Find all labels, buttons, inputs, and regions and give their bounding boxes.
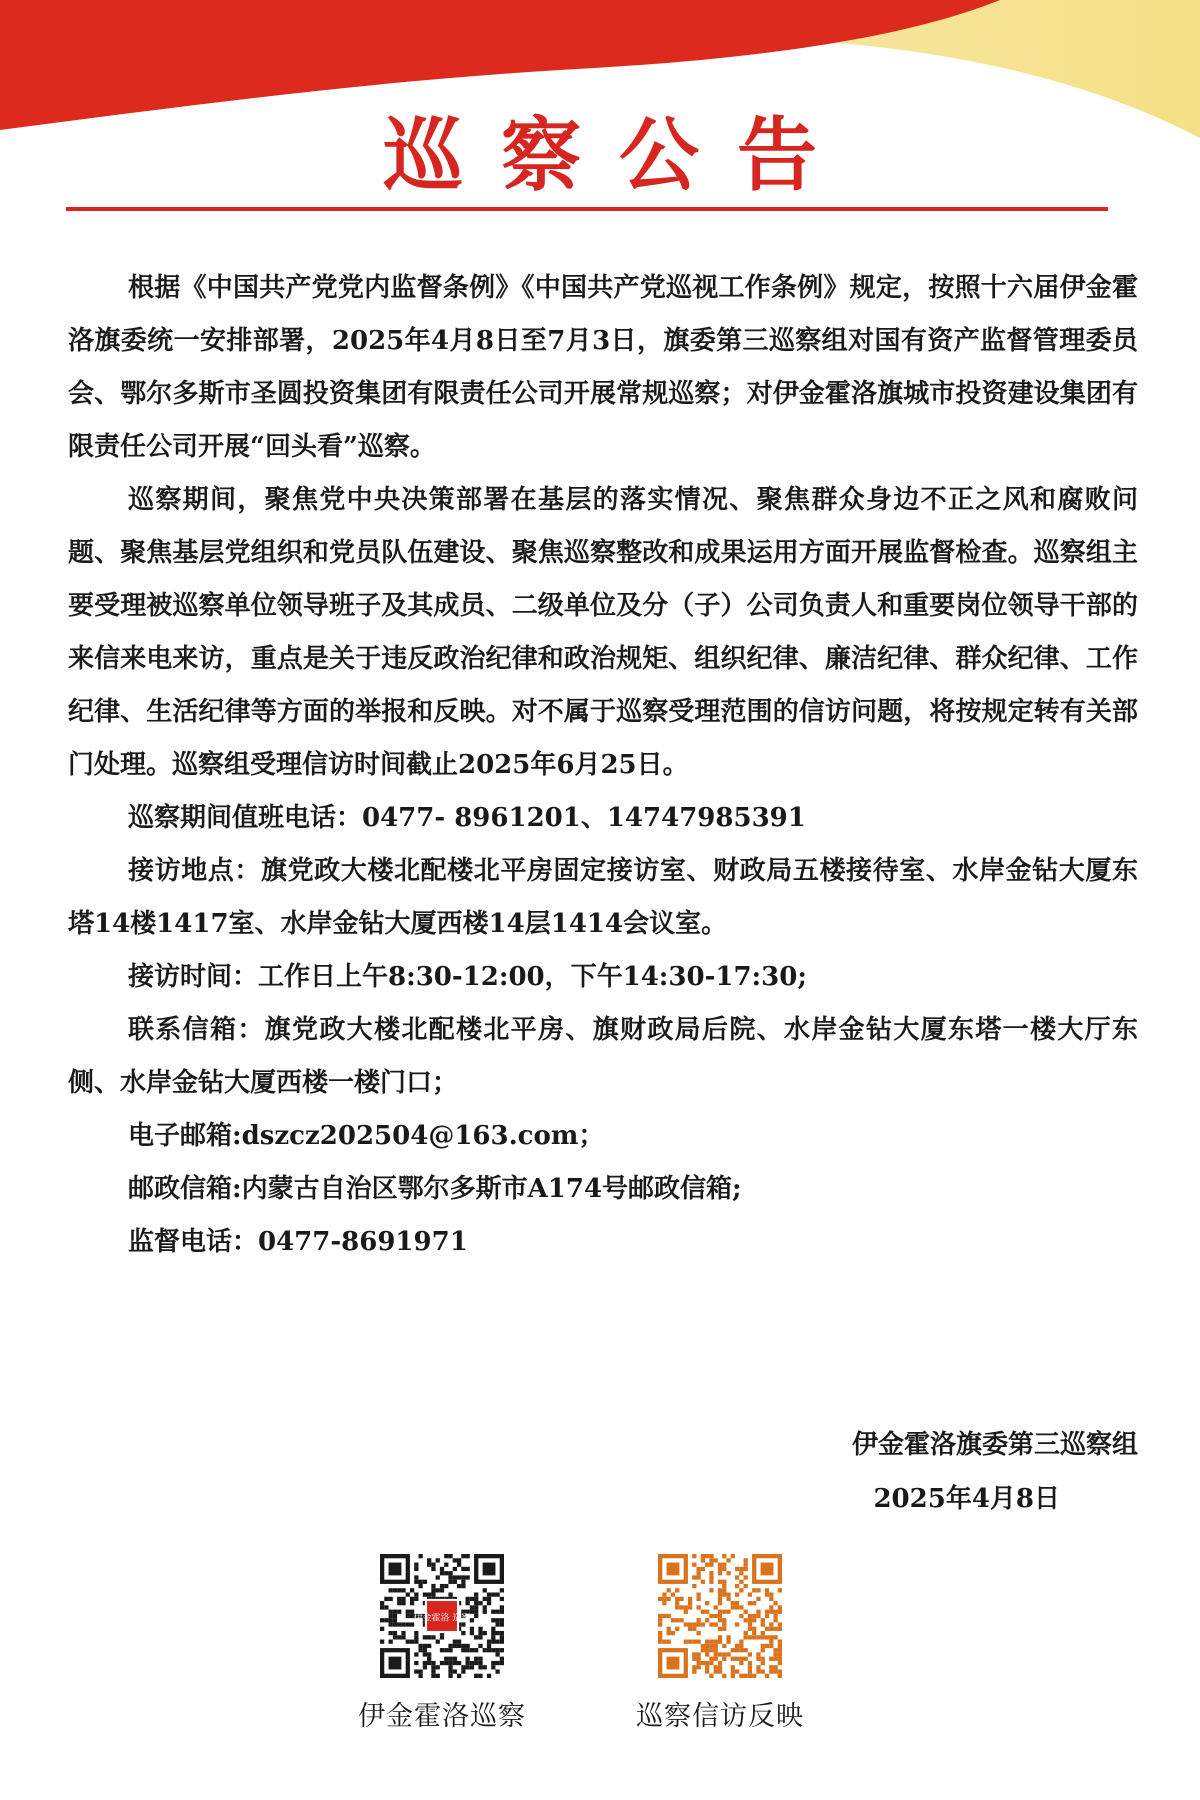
paragraph-basis: 根据《中国共产党党内监督条例》《中国共产党巡视工作条例》规定，按照十六届伊金霍洛旗委统一安排部署，2025年4月8日至7月3日，旗委第三巡察组对国有资产监督管理委员会、鄂尔多斯市圣圆投资集团有限责任公司开展常规巡察；对伊金霍洛旗城市投资建设集团有限责任公司开展“回头看”巡察。 [68,273,1138,462]
postal-mailbox: 邮政信箱:内蒙古自治区鄂尔多斯市A174号邮政信箱; [128,1174,742,1204]
supervision-phone: 监督电话：0477-8691971 [128,1227,468,1257]
reception-hours: 接访时间：工作日上午8:30-12:00，下午14:30-17:30; [128,962,807,992]
qr-code-official[interactable] [322,1554,562,1733]
svg-text:伊金霍洛 巡察: 伊金霍洛 巡察 [413,1613,471,1624]
reception-location: 接访地点：旗党政大楼北配楼北平房固定接访室、财政局五楼接待室、水岸金钻大厦东塔14楼1417室、水岸金钻大厦西楼14层1414会议室。 [68,856,1138,939]
qr-code-icon [380,1554,504,1678]
qr-code-icon [658,1554,782,1678]
contact-mailboxes: 联系信箱：旗党政大楼北配楼北平房、旗财政局后院、水岸金钻大厦东塔一楼大厅东侧、水岸金钻大厦西楼一楼门口； [68,1015,1138,1098]
duty-phone: 巡察期间值班电话：0477- 8961201、14747985391 [128,803,806,833]
qr-code-petition[interactable] [600,1554,840,1733]
signature-date: 2025年4月8日 [873,1484,1060,1514]
signature-organization: 伊金霍洛旗委第三巡察组 [851,1430,1138,1460]
page-title: 巡察公告 [383,109,855,202]
signature-block [718,1418,1138,1526]
paragraph-scope: 巡察期间，聚焦党中央决策部署在基层的落实情况、聚焦群众身边不正之风和腐败问题、聚焦基层党组织和党员队伍建设、聚焦巡察整改和成果运用方面开展监督检查。巡察组主要受理被巡察单位领导班子及其成员、二级单位及分（子）公司负责人和重要岗位领导干部的来信来电来访，重点是关于违反政治纪律和政治规矩、组织纪律、廉洁纪律、群众纪律、工作纪律、生活纪律等方面的举报和反映。对不属于巡察受理范围的信访问题，将按规定转有关部门处理。巡察组受理信访时间截止2025年6月25日。 [68,485,1138,780]
qr-caption-petition: 巡察信访反映 [636,1701,804,1732]
qr-caption-official: 伊金霍洛巡察 [358,1701,526,1732]
notice-body [68,262,1138,1269]
title-divider [66,207,1108,211]
email-address: 电子邮箱:dszcz202504@163.com； [128,1121,605,1151]
